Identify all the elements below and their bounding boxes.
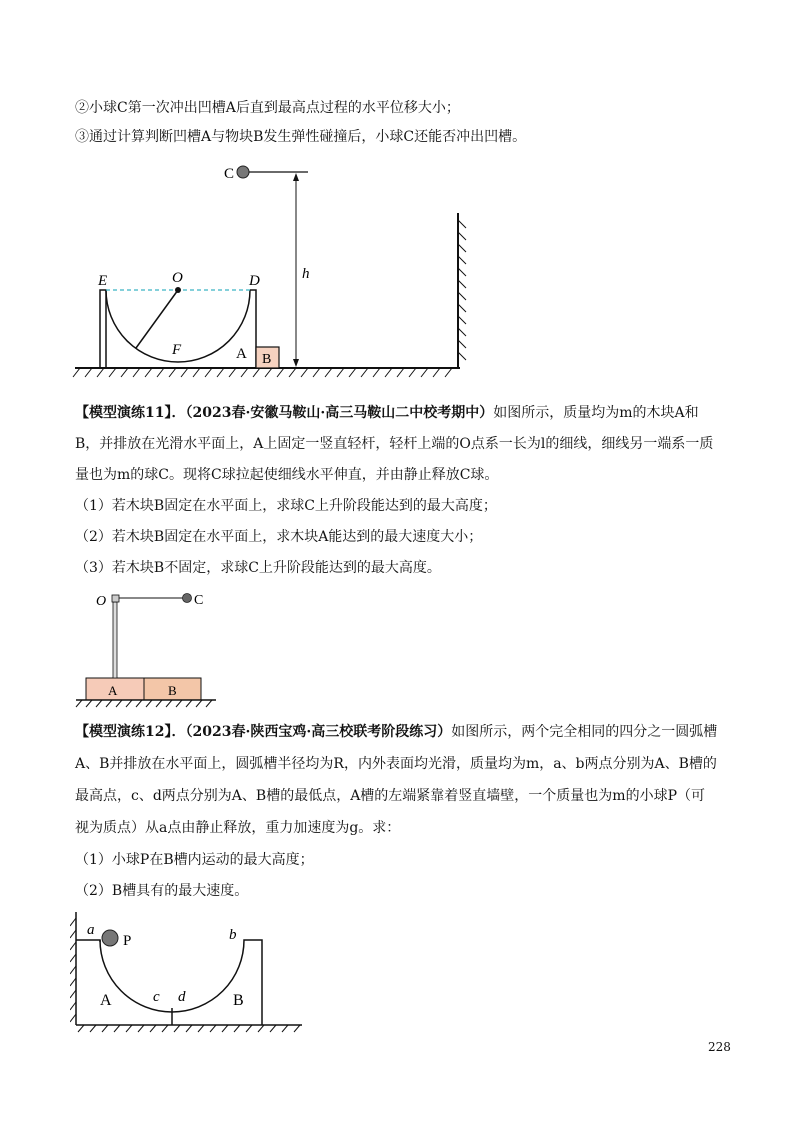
label-a-point: a	[87, 922, 95, 938]
label-b-point: b	[229, 927, 237, 943]
label-a3: A	[100, 992, 112, 1009]
trough-a-right-wall	[250, 290, 256, 368]
figure-2-pendulum	[70, 585, 220, 710]
vertical-rod	[113, 602, 117, 678]
ball-p	[102, 930, 118, 946]
height-arrow-up-head	[293, 173, 299, 181]
problem-12-line-4: 视为质点）从a点由静止释放，重力加速度为g。求：	[75, 820, 401, 836]
problem-11-q2: （2）若木块B固定在水平面上，求木块A能达到的最大速度大小；	[75, 529, 483, 545]
question-part-3: ③通过计算判断凹槽A与物块B发生弹性碰撞后，小球C还能否冲出凹槽。	[75, 129, 527, 145]
label-d-point: d	[178, 989, 186, 1005]
trough-outline	[76, 940, 262, 1025]
problem-11-heading: 【模型演练11】．（2023春·安徽马鞍山·高三马鞍山二中校考期中）	[75, 405, 494, 421]
pivot-o	[112, 595, 119, 602]
label-c: C	[224, 166, 235, 182]
label-p: P	[123, 933, 132, 949]
label-d: D	[249, 273, 260, 289]
label-b3: B	[233, 992, 244, 1009]
trough-a-outline	[100, 290, 106, 368]
problem-12-line-2: A、B并排放在水平面上，圆弧槽半径均为R，内外表面均光滑，质量均为m，a、b两点分别为A、B槽的	[75, 756, 717, 772]
problem-12-intro: 如图所示，两个完全相同的四分之一圆弧槽	[451, 724, 718, 740]
wall-hatch	[458, 220, 466, 360]
ground-hatch	[73, 368, 452, 377]
radius-line	[136, 290, 178, 348]
label-b2: B	[168, 683, 177, 698]
label-a2: A	[108, 683, 118, 698]
page-number: 228	[708, 1040, 731, 1054]
height-arrow-down-head	[293, 359, 299, 367]
problem-11-line-1	[75, 403, 699, 423]
label-h: h	[302, 266, 310, 282]
ground-hatch-2	[76, 700, 212, 707]
problem-12-line-3: 最高点，c、d两点分别为A、B槽的最低点，A槽的左端紧靠着竖直墙壁，一个质量也为m的小球P（可	[75, 788, 706, 804]
problem-12-heading: 【模型演练12】．（2023春·陕西宝鸡·高三校联考阶段练习）	[75, 724, 452, 740]
problem-11-q3: （3）若木块B不固定，求球C上升阶段能达到的最大高度。	[75, 560, 441, 576]
problem-11-intro: 如图所示，质量均为m的木块A和	[493, 405, 699, 421]
wall-hatch-3	[70, 918, 76, 1022]
problem-11-line-2: B，并排放在光滑水平面上，A上固定一竖直轻杆，轻杆上端的O点系一长为l的细线，细线另一端系一质	[75, 436, 714, 452]
figure-1-trough	[70, 158, 470, 383]
label-e: E	[98, 273, 108, 289]
figure-3-double-trough	[70, 905, 310, 1035]
problem-11-q1: （1）若木块B固定在水平面上，求球C上升阶段能达到的最大高度；	[75, 498, 497, 514]
problem-12-q1: （1）小球P在B槽内运动的最大高度；	[75, 852, 314, 868]
label-c2: C	[194, 593, 204, 608]
ball-c2	[183, 594, 192, 603]
center-point-o	[175, 287, 181, 293]
label-c-point: c	[153, 989, 160, 1005]
label-o: O	[172, 270, 183, 286]
question-part-2: ②小球C第一次冲出凹槽A后直到最高点过程的水平位移大小；	[75, 100, 460, 116]
problem-12-line-1	[75, 722, 717, 742]
label-a: A	[236, 346, 247, 362]
label-o2: O	[96, 594, 107, 609]
ground-hatch-3	[78, 1025, 300, 1032]
label-f: F	[172, 342, 182, 358]
problem-12-q2: （2）B槽具有的最大速度。	[75, 883, 249, 899]
problem-11-line-3: 量也为m的球C。现将C球拉起使细线水平伸直，并由静止释放C球。	[75, 467, 499, 483]
label-b: B	[262, 352, 272, 367]
ball-c	[237, 166, 249, 178]
